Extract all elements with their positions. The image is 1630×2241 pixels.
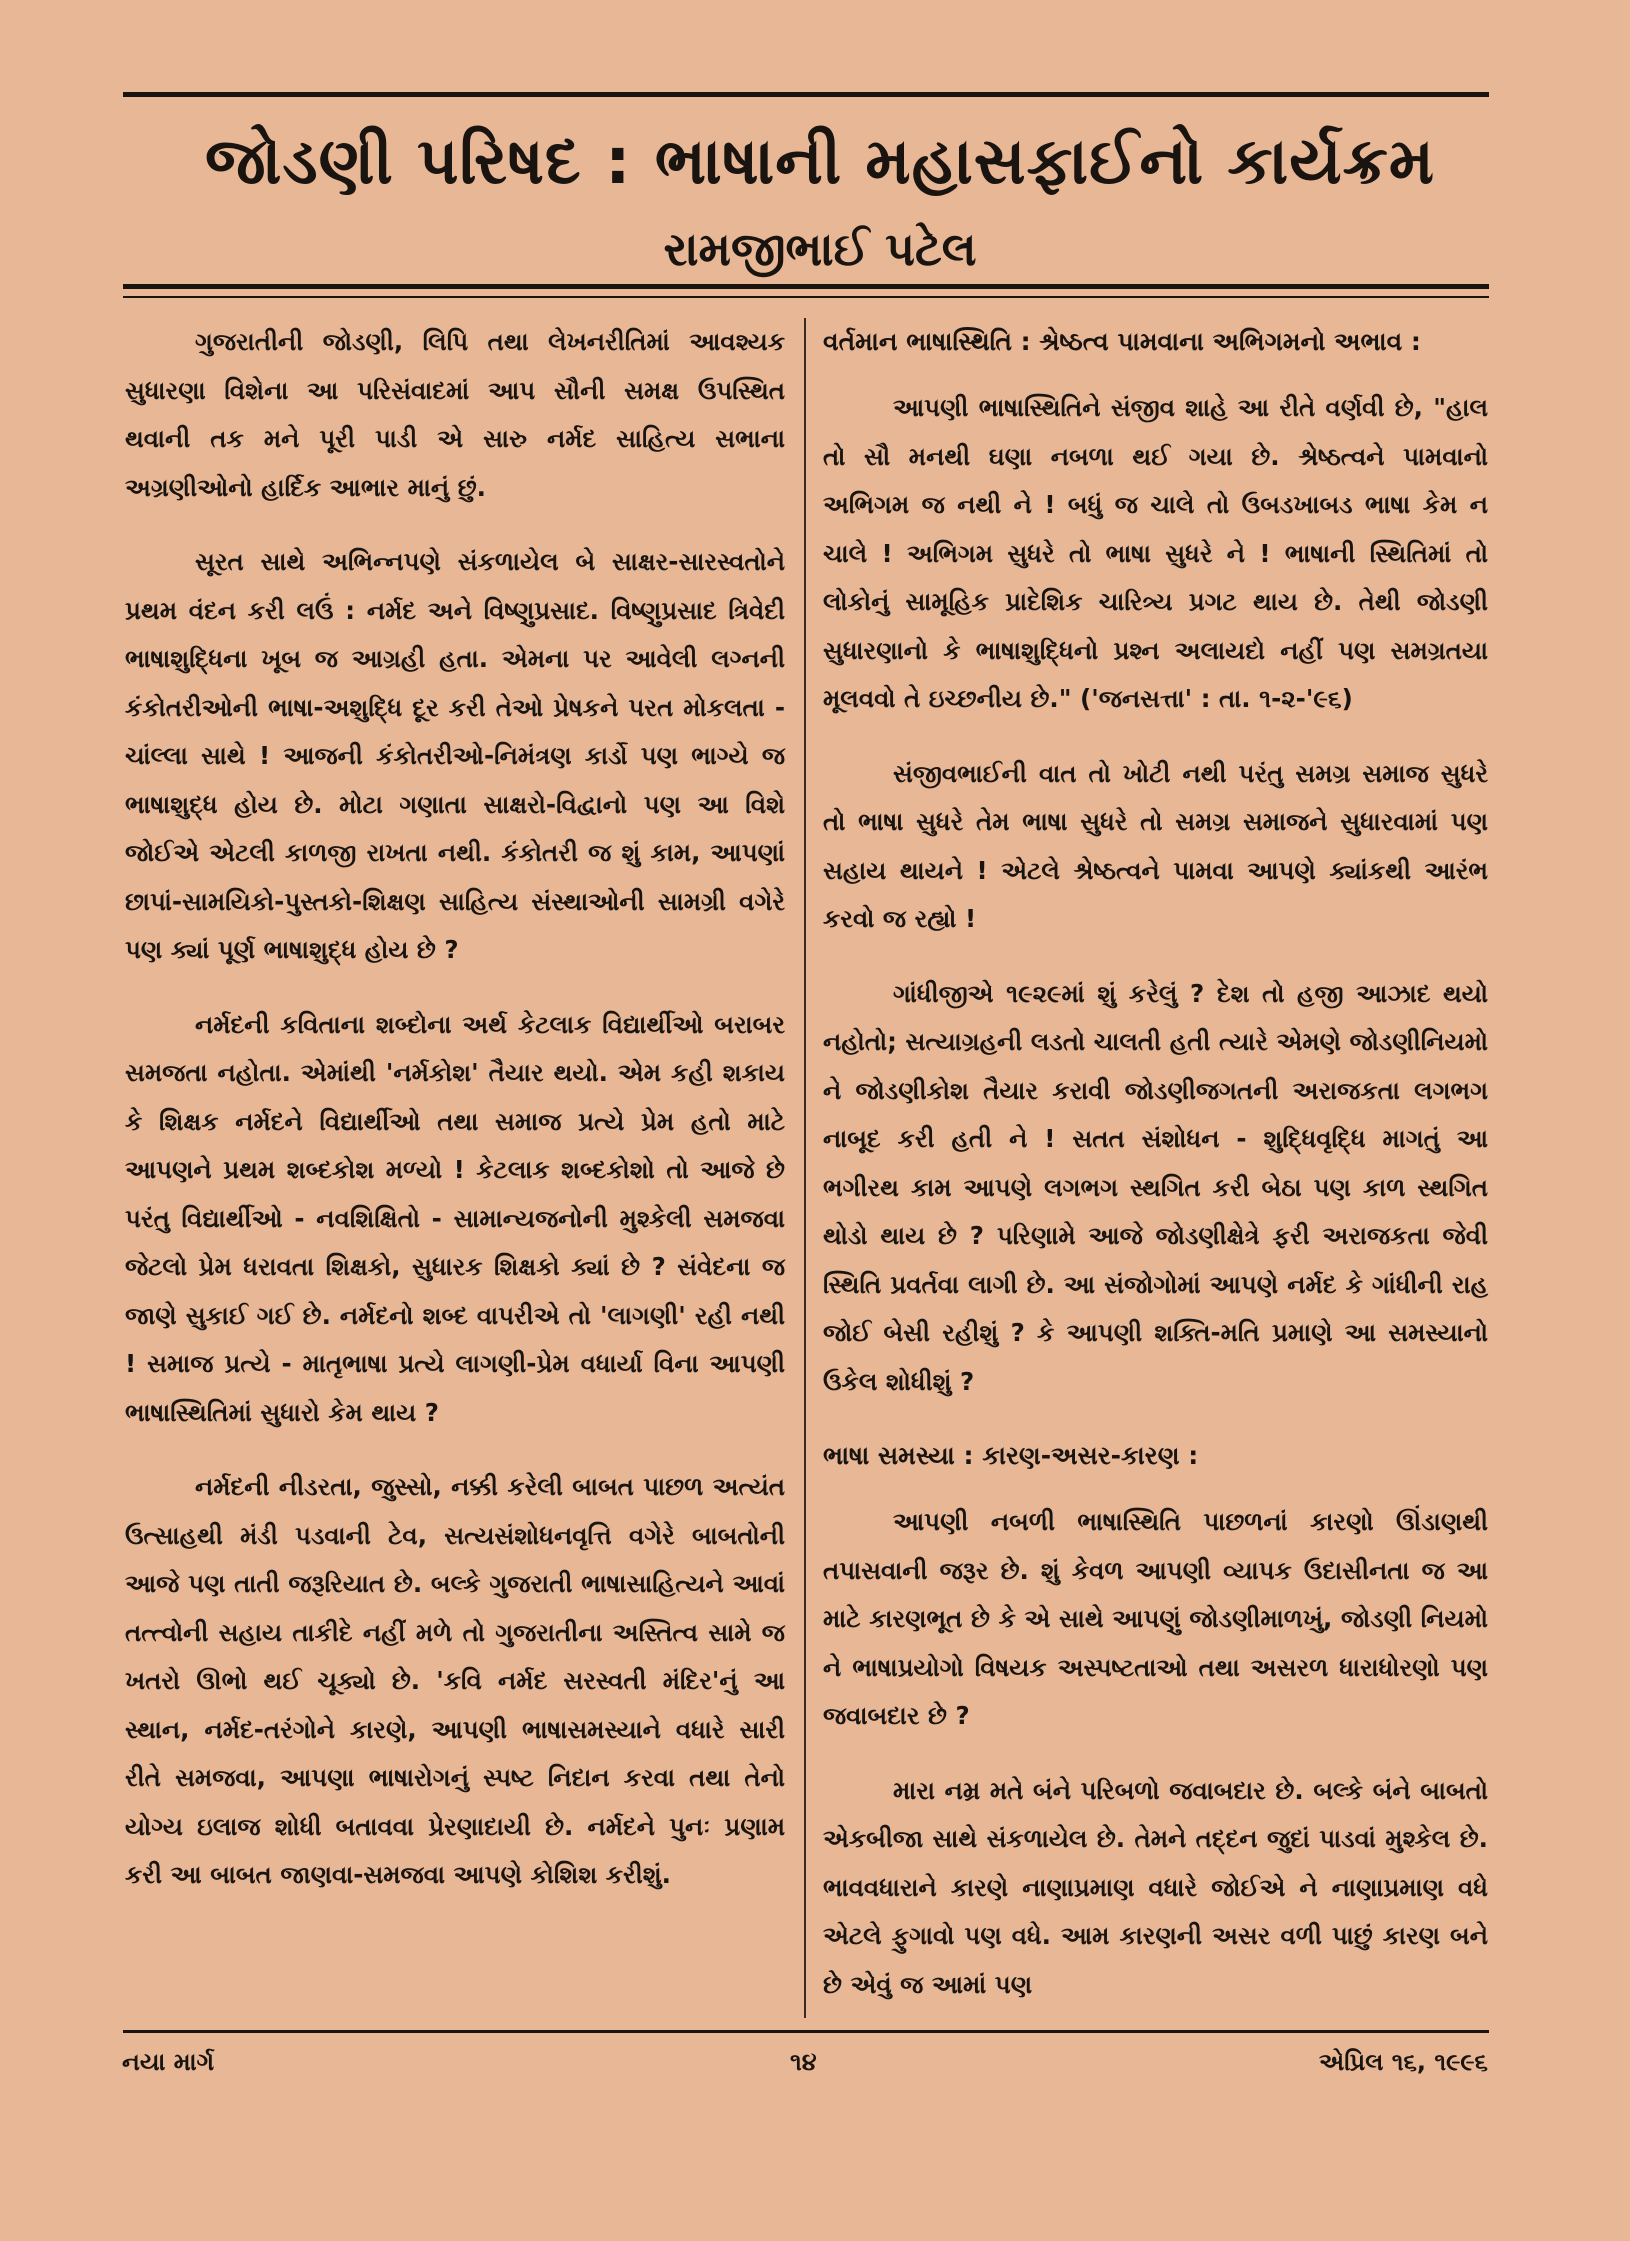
header-rule-thin bbox=[123, 296, 1489, 298]
article-title: જોડણી પરિષદ : ભાષાની મહાસફાઈનો કાર્યક્રમ bbox=[204, 125, 1436, 199]
footer-page-number: ૧૪ bbox=[790, 2048, 817, 2076]
section-heading-current-language: વર્તમાન ભાષાસ્થિતિ : શ્રેષ્ઠત્વ પામવાના અભિગમનો અભાવ : bbox=[823, 327, 1421, 356]
article-author: રામજીભાઈ પટેલ bbox=[663, 222, 977, 276]
right-paragraph-3: ગાંધીજીએ ૧૯૨૯માં શું કરેલું ? દેશ તો હજી આઝાદ થયો નહોતો; સત્યાગ્રહની લડતો ચાલતી હતી ત્યારે એમણે જોડણીનિયમો ને જોડણીકોશ તૈયાર કરાવી જોડણીજગતની અરાજકતા લગભગ નાબૂદ કરી હતી ને ! સતત સંશોધન - શુદ્ધિવૃદ્ધિ માગતું આ ભગીરથ કામ આપણે લગભગ સ્થગિત કરી બેઠા પણ કાળ સ્થગિત થોડો થાય છે ? પરિણામે આજે જોડણીક્ષેત્રે ફરી અરાજકતા જેવી સ્થિતિ પ્રવર્તવા લાગી છે. આ સંજોગોમાં આપણે નર્મદ કે ગાંધીની રાહ જોઈ બેસી રહીશું ? કે આપણી શક્તિ-મતિ પ્રમાણે આ સમસ્યાનો ઉકેલ શોધીશું ? bbox=[823, 978, 1488, 1396]
left-paragraph-4: નર્મદની નીડરતા, જુસ્સો, નક્કી કરેલી બાબત પાછળ અત્યંત ઉત્સાહથી મંડી પડવાની ટેવ, સત્યસંશોધનવૃત્તિ વગેરે બાબતોની આજે પણ તાતી જરૂરિયાત છે. બલ્કે ગુજરાતી ભાષાસાહિત્યને આવાં તત્ત્વોની સહાય તાકીદે નહીં મળે તો ગુજરાતીના અસ્તિત્વ સામે જ ખતરો ઊભો થઈ ચૂક્યો છે. 'કવિ નર્મદ સરસ્વતી મંદિર'નું આ સ્થાન, નર્મદ-તરંગોને કારણે, આપણી ભાષાસમસ્યાને વધારે સારી રીતે સમજવા, આપણા ભાષારોગનું સ્પષ્ટ નિદાન કરવા તથા તેનો યોગ્ય ઇલાજ શોધી બતાવવા પ્રેરણાદાયી છે. નર્મદને પુનઃ પ્રણામ કરી આ બાબત જાણવા-સમજવા આપણે કોશિશ કરીશું. bbox=[125, 1472, 785, 1889]
top-rule bbox=[123, 92, 1489, 97]
right-paragraph-1: આપણી ભાષાસ્થિતિને સંજીવ શાહે આ રીતે વર્ણવી છે, "હાલ તો સૌ મનથી ઘણા નબળા થઈ ગયા છે. શ્રેષ્ઠત્વને પામવાનો અભિગમ જ નથી ને ! બધું જ ચાલે તો ઉબડખાબડ ભાષા કેમ ન ચાલે ! અભિગમ સુધરે તો ભાષા સુધરે ને ! ભાષાની સ્થિતિમાં તો લોકોનું સામૂહિક પ્રાદેશિક ચારિત્ર્ય પ્રગટ થાય છે. તેથી જોડણી સુધારણાનો કે ભાષાશુદ્ધિનો પ્રશ્ન અલાયદો નહીં પણ સમગ્રતયા મૂલવવો તે ઇચ્છનીય છે." ('જનસત્તા' : તા. ૧-૨-'૯૬) bbox=[823, 393, 1488, 713]
right-paragraph-4: આપણી નબળી ભાષાસ્થિતિ પાછળનાં કારણો ઊંડાણથી તપાસવાની જરૂર છે. શું કેવળ આપણી વ્યાપક ઉદાસીનતા જ આ માટે કારણભૂત છે કે એ સાથે આપણું જોડણીમાળખું, જોડણી નિયમો ને ભાષાપ્રયોગો વિષયક અસ્પષ્ટતાઓ તથા અસરળ ધારાધોરણો પણ જવાબદાર છે ? bbox=[823, 1507, 1488, 1730]
footer-date: એપ્રિલ ૧૬, ૧૯૯૬ bbox=[1318, 2048, 1488, 2076]
left-column bbox=[125, 318, 785, 1926]
footer-magazine-name: નયા માર્ગ bbox=[122, 2048, 215, 2076]
left-paragraph-2: સૂરત સાથે અભિન્નપણે સંકળાયેલ બે સાક્ષર-સારસ્વતોને પ્રથમ વંદન કરી લઉં : નર્મદ અને વિષ્ણુપ્રસાદ. વિષ્ણુપ્રસાદ ત્રિવેદી ભાષાશુદ્ધિના ખૂબ જ આગ્રહી હતા. એમના પર આવેલી લગ્નની કંકોતરીઓની ભાષા-અશુદ્ધિ દૂર કરી તેઓ પ્રેષકને પરત મોકલતા - ચાંલ્લા સાથે ! આજની કંકોતરીઓ-નિમંત્રણ કાર્ડો પણ ભાગ્યે જ ભાષાશુદ્ધ હોય છે. મોટા ગણાતા સાક્ષરો-વિદ્વાનો પણ આ વિશે જોઈએ એટલી કાળજી રાખતા નથી. કંકોતરી જ શું કામ, આપણાં છાપાં-સામયિકો-પુસ્તકો-શિક્ષણ સાહિત્ય સંસ્થાઓની સામગ્રી વગેરે પણ ક્યાં પૂર્ણ ભાષાશુદ્ધ હોય છે ? bbox=[125, 547, 785, 964]
column-divider bbox=[804, 318, 806, 2018]
footer-rule bbox=[123, 2030, 1489, 2033]
right-paragraph-2: સંજીવભાઈની વાત તો ખોટી નથી પરંતુ સમગ્ર સમાજ સુધરે તો ભાષા સુધરે તેમ ભાષા સુધરે તો સમગ્ર સમાજને સુધારવામાં પણ સહાય થાયને ! એટલે શ્રેષ્ઠત્વને પામવા આપણે ક્યાંકથી આરંભ કરવો જ રહ્યો ! bbox=[823, 758, 1488, 933]
header-rule-thick bbox=[123, 284, 1489, 289]
right-paragraph-5: મારા નમ્ર મતે બંને પરિબળો જવાબદાર છે. બલ્કે બંને બાબતો એકબીજા સાથે સંકળાયેલ છે. તેમને તદ્દન જુદાં પાડવાં મુશ્કેલ છે. ભાવવધારાને કારણે નાણાપ્રમાણ વધારે જોઈએ ને નાણાપ્રમાણ વધે એટલે ફુગાવો પણ વધે. આમ કારણની અસર વળી પાછું કારણ બને છે એવું જ આમાં પણ bbox=[823, 1775, 1488, 1999]
right-column bbox=[823, 318, 1488, 2035]
left-paragraph-1: ગુજરાતીની જોડણી, લિપિ તથા લેખનરીતિમાં આવશ્યક સુધારણા વિશેના આ પરિસંવાદમાં આપ સૌની સમક્ષ ઉપસ્થિત થવાની તક મને પૂરી પાડી એ સારુ નર્મદ સાહિત્ય સભાના અગ્રણીઓનો હાર્દિક આભાર માનું છું. bbox=[125, 327, 785, 502]
section-heading-language-problem: ભાષા સમસ્યા : કારણ-અસર-કારણ : bbox=[823, 1441, 1199, 1470]
left-paragraph-3: નર્મદની કવિતાના શબ્દોના અર્થ કેટલાક વિદ્યાર્થીઓ બરાબર સમજતા નહોતા. એમાંથી 'નર્મકોશ' તૈયાર થયો. એમ કહી શકાય કે શિક્ષક નર્મદને વિદ્યાર્થીઓ તથા સમાજ પ્રત્યે પ્રેમ હતો માટે આપણને પ્રથમ શબ્દકોશ મળ્યો ! કેટલાક શબ્દકોશો તો આજે છે પરંતુ વિદ્યાર્થીઓ - નવશિક્ષિતો - સામાન્યજનોની મુશ્કેલી સમજવા જેટલો પ્રેમ ધરાવતા શિક્ષકો, સુધારક શિક્ષકો ક્યાં છે ? સંવેદના જ જાણે સુકાઈ ગઈ છે. નર્મદનો શબ્દ વાપરીએ તો 'લાગણી' રહી નથી ! સમાજ પ્રત્યે - માતૃભાષા પ્રત્યે લાગણી-પ્રેમ વધાર્યા વિના આપણી ભાષાસ્થિતિમાં સુધારો કેમ થાય ? bbox=[125, 1009, 785, 1427]
